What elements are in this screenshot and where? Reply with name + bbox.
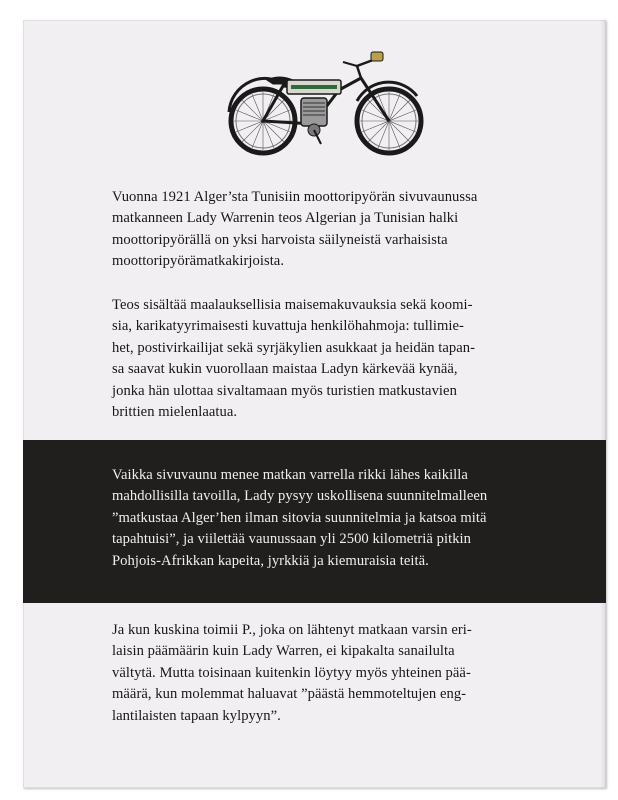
blurb-paragraph-3 — [112, 465, 552, 572]
text-line: Vaikka sivuvaunu menee matkan varrella rikki lähes kaikilla — [112, 467, 468, 483]
text-line: sa saavat kukin vuorollaan maistaa Ladyn kärkevää kynää, — [112, 361, 458, 378]
text-line: het, postivirkailijat sekä syrjäkylien asukkaat ja heidän tapan- — [112, 339, 476, 356]
text-line: brittien mielenlaatua. — [112, 404, 238, 421]
text-line: tapahtuisi”, ja viilettää vaunussaan yli 2500 kilometriä pitkin — [112, 531, 471, 548]
text-line: Vuonna 1921 Alger’sta Tunisiin moottoripyörän sivuvaunussa — [112, 189, 478, 205]
text-line: Teos sisältää maalauksellisia maisemakuvauksia sekä koomi- — [112, 297, 473, 313]
text-line: mahdollisilla tavoilla, Lady pysyy uskollisena suunnitelmalleen — [112, 488, 488, 505]
vintage-motorcycle-photo — [221, 46, 431, 156]
book-back-cover — [23, 20, 606, 788]
cover-edge-shadow — [600, 20, 606, 788]
text-line: laisin päämäärin kuin Lady Warren, ei kipakalta sanailulta — [112, 643, 455, 660]
text-line: Pohjois-Afrikkan kapeita, jyrkkiä ja kiemuraisia teitä. — [112, 552, 429, 569]
text-line: sia, karikatyyrimaisesti kuvattuja henkilöhahmoja: tullimie- — [112, 318, 464, 335]
text-line: lantilaisten tapaan kylpyyn”. — [112, 707, 281, 724]
blurb-paragraph-1 — [112, 187, 552, 273]
blurb-paragraph-4 — [112, 620, 552, 727]
blurb-paragraph-2 — [112, 295, 552, 423]
text-line: määrä, kun molemmat haluavat ”päästä hemmoteltujen eng- — [112, 686, 467, 703]
text-line: jonka hän ulottaa sivaltamaan myös turistien matkustavien — [112, 382, 457, 399]
text-line: moottoripyörällä on yksi harvoista säilyneistä varhaisista — [112, 231, 448, 248]
text-line: ”matkustaa Alger’hen ilman sitovia suunnitelmia ja katsoa mitä — [112, 509, 487, 526]
text-line: vältytä. Mutta toisinaan kuitenkin löytyy myös yhteinen pää- — [112, 664, 471, 681]
text-line: moottoripyörämatkakirjoista. — [112, 253, 285, 270]
text-line: Ja kun kuskina toimii P., joka on lähtenyt matkaan varsin eri- — [112, 622, 472, 638]
text-line: matkanneen Lady Warrenin teos Algerian ja Tunisian halki — [112, 210, 459, 227]
